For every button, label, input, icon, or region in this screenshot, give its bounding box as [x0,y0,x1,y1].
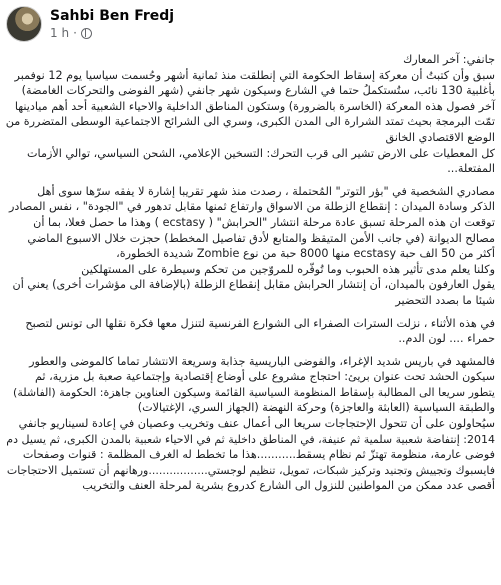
post-text-line: حمراء .... لون الدم.. [398,332,495,346]
post-paragraph [6,52,495,177]
post-text-line: شيئا ما بصدد التحضير [395,293,495,307]
post-text-line: وكلنا يعلم مدى تأثير هذه الحبوب وما تُوفّره للمروّجين من تحكم وسيطرة على المستهلكين [81,262,495,276]
post-time[interactable]: 1 h [50,26,70,40]
time-separator: · [73,26,77,40]
post-text-line: يتطور سريعا الى المطالبة بإسقاط المنظومة السياسية القائمة وسيكون العناوين جاهزة: الحكومة (الفاشلة) [13,385,495,399]
post-text-line: الذكر وسادة الميدان : إنقطاع الزطلة من الاسواق وارتفاع ثمنها مقابل تدهور في "الجودة" ، نفس المصادر [9,200,495,214]
post-text-line: سيكون الحشد تحت عنوان بريئ: احتجاج مشروع على أوضاع إقتصادية وإجتماعية صعبة بل مزرية، ثم [34,370,495,384]
post-subline [50,25,174,41]
post-text-line: والطبقة السياسية (العابثة والعاجزة) وحركة النهضة (الجهاز السري، الإغتيالات) [137,401,495,415]
post-text [6,52,495,501]
post-text-line: مصالح الديوانة (في جانب الأمن المتيقظ والمتابع لأدق تفاصيل المخطط) حجزت خلال الاسبوع الماضي [27,231,495,245]
post-paragraph [6,316,495,347]
post-text-line: أكثر من 50 الف حبة ecstasy منها 8000 حبة من نوع Zombie شديدة الخطورة، [116,247,495,261]
post-text-line: آخر فصول هذه المعركة (الخاسرة بالضرورة) وستكون المناطق الداخلية والاحياء الشعبية أحد أهم ميادينها [14,99,495,113]
post-text-line: مصادري الشخصية في "بؤر التوتر" المُحتملة ، رصدت منذ شهر تقريبا إشارة لا يفقه سرّها سوى أهل [37,184,495,198]
post-text-line: أقصى عدد ممكن من المواطنين للنزول الى الشارع كدروع بشرية لمرحلة العنف والتخريب [82,479,495,493]
post-text-line: فايسبوك وتجييش وتجنيد وتركيز شبكات، تمويل، تنظيم لوجستي.................ورهانهم أن تستميل الاحتجاجات [6,463,495,477]
post-meta [50,7,174,41]
post-text-line: في هذه الأثناء ، نزلت السترات الصفراء الى الشوارع الفرنسية لتنزل معها فكرة نقلها الى تونس لتصبح [25,316,495,330]
author-avatar[interactable] [6,6,42,42]
post-text-line: فالمشهد في باريس شديد الإغراء، والفوضى الباريسية جذابة وسريعة الانتشار تماما كالموضى والعطور [29,354,495,368]
post-text-line: كل المعطيات على الارض تشير الى قرب التحرك: التسخين الإعلامي، الشحن السياسي، توالي الأزمات [27,146,495,160]
post-text-line: المفتعلة... [447,162,495,176]
author-name[interactable]: Sahbi Ben Fredj [50,8,175,24]
post-text-line: 2014: إنتفاضة شعبية سلمية ثم عنيفة، في المناطق داخلية ثم في الاحياء شعبية بالمدن الكبرى، ثم يسيل دم [6,432,495,446]
post-paragraph [6,184,495,309]
post-text-line: فوضى عارمة، منظومة تهتزّ ثم نظام يسقط...........هذا ما تخطط له الغرف المظلمة : قنوات وصفحات [22,448,495,462]
post-paragraph [6,354,495,494]
post-text-line: جانفي: آخر المعارك [403,53,495,66]
post-text-line: توقعت ان هذه المرحلة تسبق عادة مرحلة انتشار "الحرابش" ( ecstasy ) وهذا ما حصل فعلا، بما أن [33,215,495,229]
post-text-line: تمّت البرمجة بحيث تمتد الشرارة الى المدن الكبرى، وسري الى الشرائح الاجتماعية الوسطى المتضررة من [5,115,495,129]
post-text-line: الوضع الاقتصادي الخانق [385,130,495,144]
globe-icon [81,28,92,39]
post-text-line: سبق وأن كتبتُ أن معركة إسقاط الحكومة التي إنطلقت منذ ثمانية أشهر وحُسمت سياسيا يوم 12 نوفمبر [14,68,495,82]
post-text-line: بأغلبية 130 نائب، ستُستكملُ حتما في الشارع وسيكون شهر جانفي (شهر الفوضى والتحركات الغامضة) [21,84,495,98]
post-header [6,4,174,44]
post-text-line: سيُحاولون على أن تتحول الإحتجاجات سريعا الى أعمال عنف وتخريب وعصيان في إعادة لسيناريو جانفي [18,417,495,431]
post-text-line: يقول العارفون بالميدان، أن إنتشار الحرابش مقابل إنقطاع الزطلة (بالإضافة الى مؤشرات أخرى) يعني أن [12,278,495,292]
